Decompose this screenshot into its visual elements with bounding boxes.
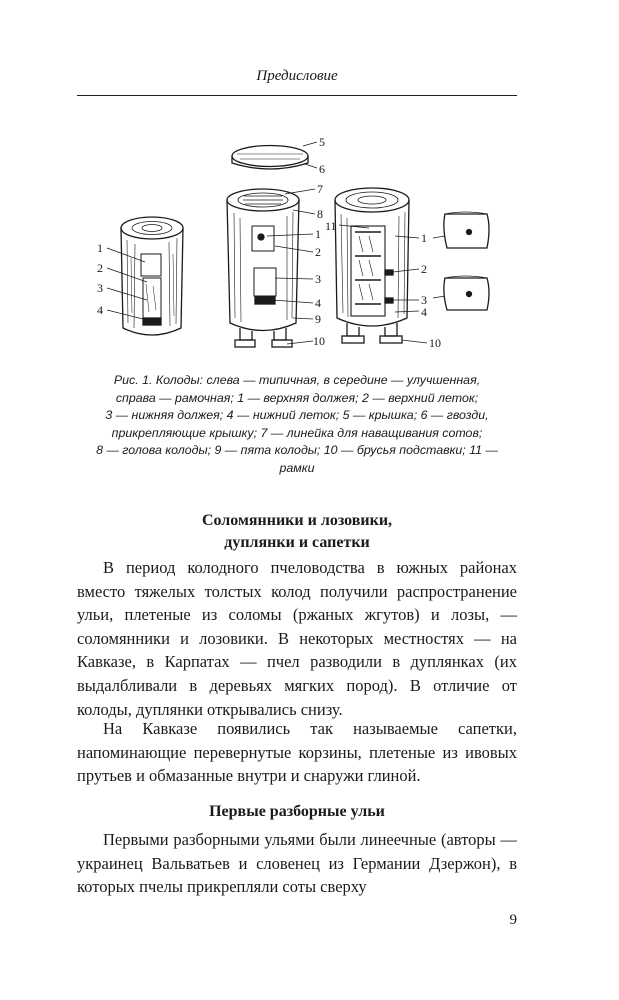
callout-right-10: 10: [429, 336, 441, 350]
callout-right-4: 4: [421, 305, 427, 319]
page-number: 9: [509, 912, 517, 928]
callout-mid-9: 9: [315, 312, 321, 326]
caption-line: прикрепляющие крышку; 7 — линейка для наващивания сотов;: [111, 425, 483, 440]
section-heading-line: дуплянки и сапетки: [224, 534, 370, 551]
caption-line: 8 — голова колоды; 9 — пята колоды; 10 — брусья подставки; 11 —: [96, 443, 498, 457]
callout-mid-3: 3: [315, 272, 321, 286]
section-heading: [77, 510, 517, 554]
callout-right-3: 3: [421, 293, 427, 307]
body-paragraph: Первыми разборными ульями были линеечные (авторы — украинец Вальватьев и словенец из Германии Дзержон), в которых пчелы прикрепляли соты сверху: [77, 830, 517, 897]
callout-mid-10: 10: [313, 334, 325, 348]
hive-illustration: [77, 128, 517, 360]
log-hives-drawing: [77, 128, 517, 360]
running-header: Предисловие: [256, 68, 338, 84]
callout-right-2: 2: [421, 262, 427, 276]
caption-line: 3 — нижняя должея; 4 — нижний леток; 5 — крышка; 6 — гвозди,: [105, 408, 489, 422]
figure-caption: [77, 372, 517, 477]
callout-left-4: 4: [97, 303, 103, 317]
callout-left-1: 1: [97, 241, 103, 255]
callout-mid-2: 2: [315, 245, 321, 259]
callout-mid-6: 6: [319, 162, 325, 176]
callout-left-2: 2: [97, 261, 103, 275]
frame-log-hive: [335, 188, 489, 343]
improved-log-hive: [227, 146, 308, 348]
callout-mid-7: 7: [317, 182, 323, 196]
callout-mid-8: 8: [317, 207, 323, 221]
callout-mid-4: 4: [315, 296, 321, 310]
caption-line: справа — рамочная; 1 — верхняя должея; 2 — верхний леток;: [115, 390, 479, 405]
body-paragraph: В период колодного пчеловодства в южных районах вместо тяжелых толстых колод получили распространение ульи, плетеные из соломы (ржаных жгутов) и лозы, — соломянники и лозовики. В некоторых местностях — на Кавказе, в Карпатах — пчел разводили в дуплянках (их выдалбливали в деревьях мягких пород). В отличие от колоды, дуплянки открывались снизу.: [77, 558, 517, 719]
body-paragraph: На Кавказе появились так называемые сапетки, напоминающие перевернутые корзины, плетеные из ивовых прутьев и обмазанные внутри и снаружи глиной.: [77, 719, 517, 786]
callout-mid-1: 1: [315, 227, 321, 241]
callout-right-1: 1: [421, 231, 427, 245]
section-heading-line: Соломянники и лозовики,: [201, 512, 393, 529]
section-heading: Первые разборные ульи: [209, 803, 385, 820]
caption-line: Рис. 1. Колоды: слева — типичная, в середине — улучшенная,: [113, 373, 481, 387]
callout-mid-5: 5: [319, 135, 325, 149]
callout-right-11: 11: [325, 219, 337, 233]
caption-line: рамки: [279, 460, 315, 475]
callout-left-3: 3: [97, 281, 103, 295]
header-rule: [77, 95, 517, 96]
